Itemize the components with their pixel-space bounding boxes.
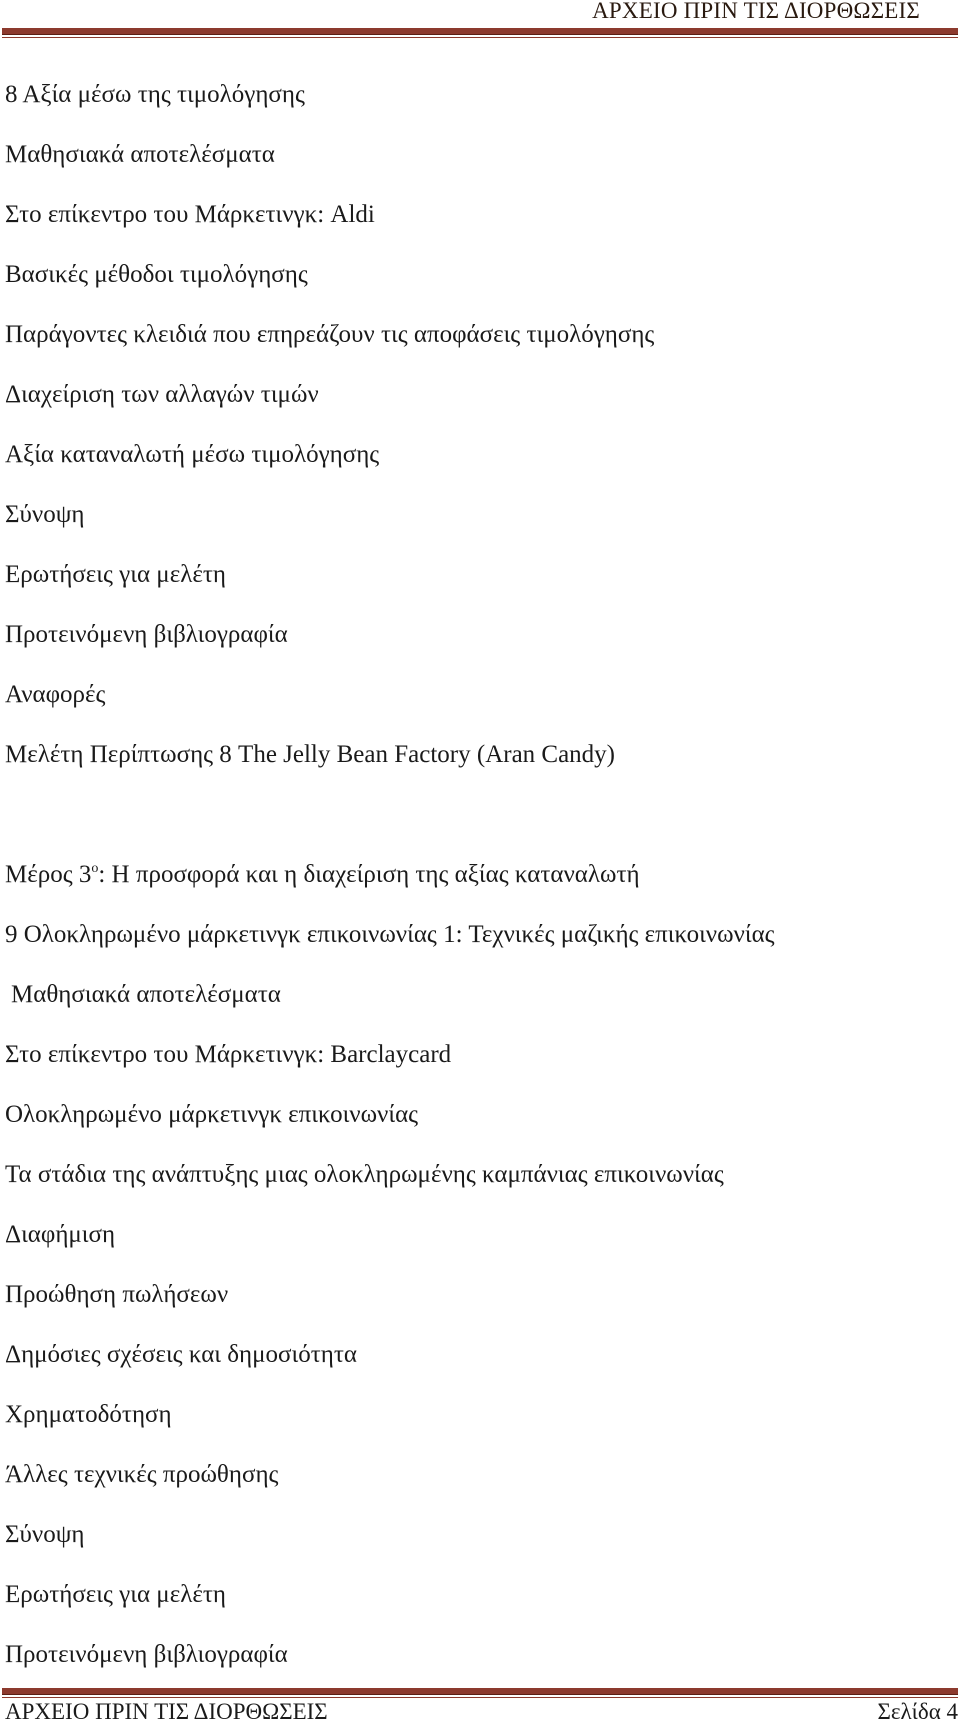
toc-entry: Στο επίκεντρο του Μάρκετινγκ: Aldi xyxy=(5,201,375,228)
toc-chapter-heading: 9 Ολοκληρωμένο μάρκετινγκ επικοινωνίας 1: Τεχνικές μαζικής επικοινωνίας xyxy=(5,921,775,948)
toc-part-heading xyxy=(5,860,640,890)
part-title: : Η προσφορά και η διαχείριση της αξίας καταναλωτή xyxy=(98,861,640,888)
footer-title: ΑΡΧΕΙΟ ΠΡΙΝ ΤΙΣ ΔΙΟΡΘΩΣΕΙΣ xyxy=(5,1699,328,1724)
footer-rule xyxy=(2,1688,958,1695)
toc-entry: Σύνοψη xyxy=(5,501,85,528)
part-superscript: ο xyxy=(91,861,99,876)
toc-entry: Αναφορές xyxy=(5,681,106,708)
toc-entry: Χρηματοδότηση xyxy=(5,1401,172,1428)
toc-entry: Προτεινόμενη βιβλιογραφία xyxy=(5,1641,288,1668)
toc-entry: Στο επίκεντρο του Μάρκετινγκ: Barclaycard xyxy=(5,1041,452,1068)
header-title: ΑΡΧΕΙΟ ΠΡΙΝ ΤΙΣ ΔΙΟΡΘΩΣΕΙΣ xyxy=(592,0,920,23)
toc-entry: Σύνοψη xyxy=(5,1521,85,1548)
toc-entry: Ερωτήσεις για μελέτη xyxy=(5,1581,226,1608)
toc-case-study: Μελέτη Περίπτωσης 8 The Jelly Bean Factory (Aran Candy) xyxy=(5,741,616,768)
toc-chapter-heading: 8 Αξία μέσω της τιμολόγησης xyxy=(5,81,305,108)
toc-entry: Μαθησιακά αποτελέσματα xyxy=(5,141,275,168)
toc-entry: Προτεινόμενη βιβλιογραφία xyxy=(5,621,288,648)
toc-entry: Άλλες τεχνικές προώθησης xyxy=(5,1461,279,1488)
toc-entry: Δημόσιες σχέσεις και δημοσιότητα xyxy=(5,1341,358,1368)
toc-entry: Παράγοντες κλειδιά που επηρεάζουν τις αποφάσεις τιμολόγησης xyxy=(5,321,655,348)
page-number: Σελίδα 4 xyxy=(877,1699,958,1724)
toc-entry: Αξία καταναλωτή μέσω τιμολόγησης xyxy=(5,441,380,468)
toc-entry: Διαχείριση των αλλαγών τιμών xyxy=(5,381,319,408)
toc-entry: Προώθηση πωλήσεων xyxy=(5,1281,229,1308)
toc-entry: Ολοκληρωμένο μάρκετινγκ επικοινωνίας xyxy=(5,1101,419,1128)
part-prefix: Μέρος 3 xyxy=(5,861,92,888)
toc-entry: Βασικές μέθοδοι τιμολόγησης xyxy=(5,261,308,288)
toc-entry: Μαθησιακά αποτελέσματα xyxy=(11,981,281,1008)
toc-entry: Ερωτήσεις για μελέτη xyxy=(5,561,226,588)
toc-entry: Διαφήμιση xyxy=(5,1221,116,1248)
toc-entry: Τα στάδια της ανάπτυξης μιας ολοκληρωμένης καμπάνιας επικοινωνίας xyxy=(5,1161,724,1188)
header-rule xyxy=(2,28,958,35)
